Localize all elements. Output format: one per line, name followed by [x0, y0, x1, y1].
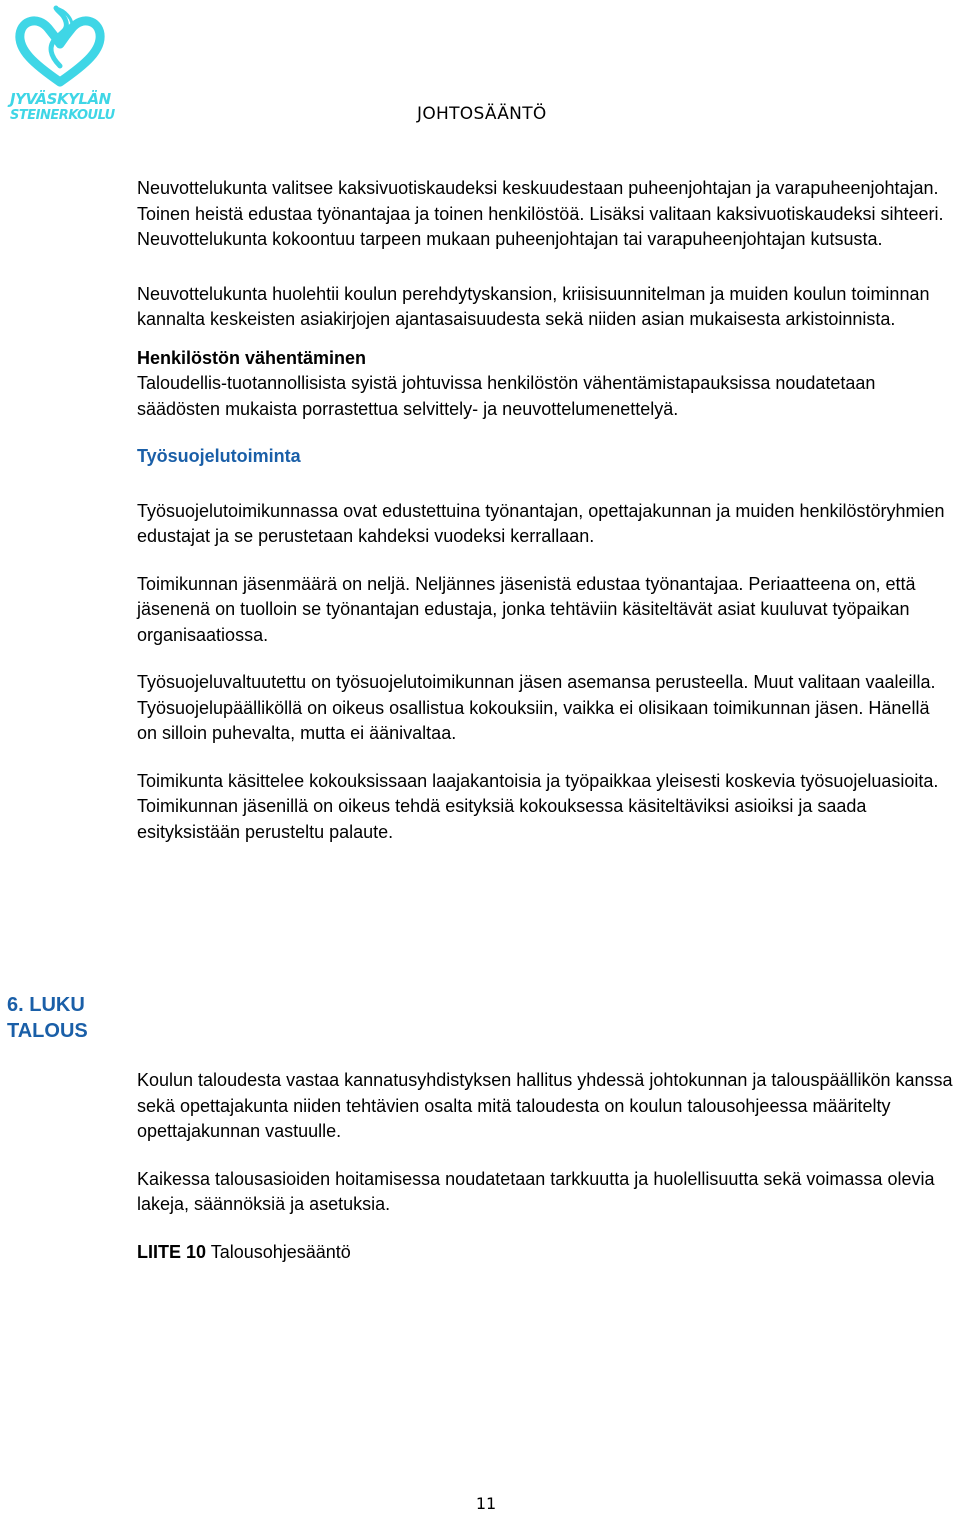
main-content — [137, 176, 952, 845]
paragraph: Toimikunnan jäsenmäärä on neljä. Neljännes jäsenistä edustaa työnantajaa. Periaatteena on, että jäsenenä on tuolloin se työnantajan edustaja, jonka tehtäviin käsiteltävät asiat kuuluvat työpaikan organisaatiossa. — [137, 573, 916, 645]
paragraph: Työsuojelutoimikunnassa ovat edustettuina työnantajan, opettajakunnan ja muiden henkilöstöryhmien edustajat ja se perustetaan kahdeksi vuodeksi kerrallaan. — [137, 500, 945, 546]
logo-text-line1: JYVÄSKYLÄN — [10, 90, 111, 108]
paragraph: Koulun taloudesta vastaa kannatusyhdistyksen hallitus yhdessä johtokunnan ja talouspäällikön kanssa sekä opettajakunta niiden tehtävien osalta mitä taloudesta on koulun talousohjeessa määritelty opettajakunnan vastuulle. — [137, 1070, 953, 1141]
appendix-text: Talousohjesääntö — [206, 1241, 351, 1262]
chapter-heading — [7, 992, 88, 1044]
appendix-reference — [137, 1240, 959, 1266]
school-logo — [4, 4, 116, 122]
paragraph: Taloudellis-tuotannollisista syistä johtuvissa henkilöstön vähentämistapauksissa noudatetaan säädösten mukaista porrastettua selvittely- ja neuvottelumenettelyä. — [137, 373, 876, 419]
appendix-label: LIITE 10 — [137, 1241, 207, 1262]
heart-flame-logo-icon — [4, 4, 116, 88]
paragraph: Työsuojeluvaltuutettu on työsuojelutoimikunnan jäsen asemansa perusteella. Muut valitaan vaaleilla. Työsuojelupäälliköllä on oikeus osallistua kokouksiin, vaikka ei olisikaan toimikunnan jäsen. Hänellä on silloin puhevalta, mutta ei äänivaltaa. — [137, 672, 936, 743]
document-header-title: JOHTOSÄÄNTÖ — [417, 104, 547, 124]
paragraph: Toimikunta käsittelee kokouksissaan laajakantoisia ja työpaikkaa yleisesti koskevia työsuojeluasioita. Toimikunnan jäsenillä on oikeus tehdä esityksiä kokouksessa käsiteltäviksi asioiksi ja saada esityksistään perusteltu palaute. — [137, 770, 939, 842]
paragraph: Kaikessa talousasioiden hoitamisessa noudatetaan tarkkuutta ja huolellisuutta sekä voimassa olevia lakeja, säännöksiä ja asetuksia. — [137, 1168, 935, 1214]
paragraph: Neuvottelukunta huolehtii koulun perehdytyskansion, kriisisuunnitelman ja muiden koulun toiminnan kannalta keskeisten asiakirjojen ajantasaisuudesta sekä niiden asian mukaisesta arkistoinnista. — [137, 283, 930, 329]
page-number: 11 — [475, 1494, 497, 1513]
chapter-number: 6. LUKU — [7, 994, 85, 1016]
section-heading-safety: Työsuojelutoiminta — [137, 446, 301, 466]
chapter-content — [137, 1068, 959, 1265]
chapter-title: TALOUS — [7, 1020, 88, 1042]
section-heading-reduction: Henkilöstön vähentäminen — [137, 347, 367, 368]
logo-text-line2: STEINERKOULU — [10, 108, 115, 123]
paragraph: Neuvottelukunta valitsee kaksivuotiskaudeksi keskuudestaan puheenjohtajan ja varapuheenjohtajan. Toinen heistä edustaa työnantajaa ja toinen henkilöstöä. Lisäksi valitaan kaksivuotiskaudeksi sihteeri. Neuvottelukunta kokoontuu tarpeen mukaan puheenjohtajan tai varapuheenjohtajan kutsusta. — [137, 178, 944, 249]
